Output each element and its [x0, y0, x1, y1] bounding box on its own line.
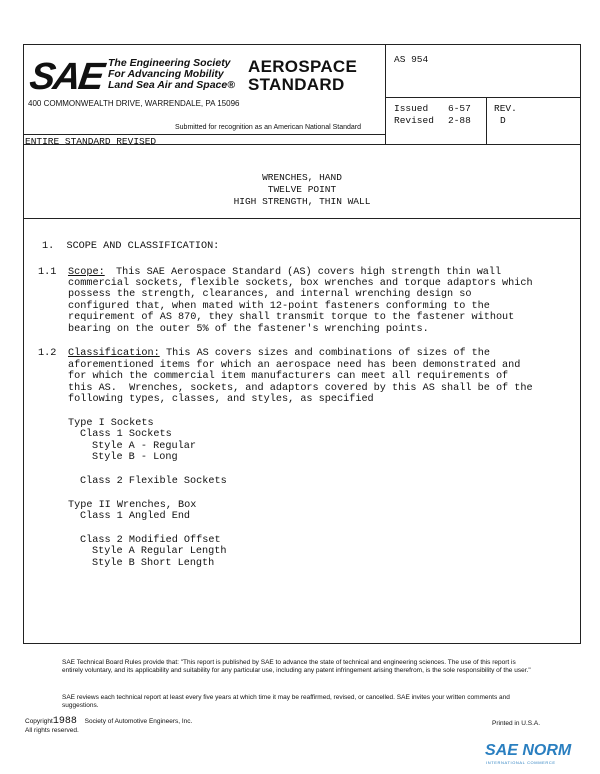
review-notice: SAE reviews each technical report at least every five years at which time it may be reaffirmed, revised, or cancelled. SAE invites your written comments and suggestions. [62, 694, 510, 709]
type-2: Type II Wrenches, Box [68, 500, 197, 511]
tagline-line-1: The Engineering Society [108, 57, 231, 69]
scope-line-5: requirement of AS 870, they shall transmit torque to the fastener without [68, 312, 515, 323]
type-1-style-a: Style A - Regular [92, 441, 196, 452]
scope-number: 1.1 [38, 267, 57, 278]
classification-line-5: following types, classes, and styles, as specified [68, 394, 374, 405]
title-bottom-line [23, 218, 581, 219]
submitted-note: Submitted for recognition as an American National Standard [175, 124, 361, 131]
doc-type-line-2: STANDARD [248, 75, 345, 94]
rev-value: D [500, 115, 506, 126]
scope-line-1: This SAE Aerospace Standard (AS) covers high strength thin wall [116, 267, 502, 278]
type-1-class-1: Class 1 Sockets [80, 429, 172, 440]
sae-norm-watermark-sub: INTERNATIONAL COMMERCE [486, 760, 556, 765]
issued-date: 6-57 [448, 103, 471, 114]
technical-board-rules: SAE Technical Board Rules provide that: "This report is published by SAE to advance the state of technical and engineering sciences. The use of this report is entirely voluntary, and its applicability and suitability for any particular use, including any patent infringement arising therefrom, is the sole responsibility of the user." [62, 659, 531, 674]
classification-line-1: This AS covers sizes and combinations of sizes of the [166, 348, 491, 359]
title-line-2: TWELVE POINT [267, 184, 337, 195]
type-1-class-2: Class 2 Flexible Sockets [80, 476, 227, 487]
title-line-3: HIGH STRENGTH, THIN WALL [233, 196, 371, 207]
doc-type-line-1: AEROSPACE [248, 57, 358, 76]
copyright [25, 717, 192, 735]
tagline-line-3: Land Sea Air and Space® [108, 79, 235, 91]
scope-line-2: commercial sockets, flexible sockets, box wrenches and torque adaptors which [68, 278, 533, 289]
rights-reserved: All rights reserved. [25, 727, 79, 734]
title-line-1: WRENCHES, HAND [262, 172, 342, 183]
type-2-class-1: Class 1 Angled End [80, 511, 191, 522]
classification-line-4: this AS. Wrenches, sockets, and adaptors covered by this AS shall be of the [68, 383, 533, 394]
type-2-class-2: Class 2 Modified Offset [80, 535, 221, 546]
sae-address: 400 COMMONWEALTH DRIVE, WARRENDALE, PA 15096 [28, 99, 240, 108]
scope-line-4: configured that, when mated with 12-point fasteners conforming to the [68, 301, 490, 312]
type-2-style-a: Style A Regular Length [92, 546, 227, 557]
tagline-line-2: For Advancing Mobility [108, 68, 224, 80]
document-type [248, 58, 357, 94]
sae-tagline [108, 58, 235, 91]
copyright-year: 1988 [52, 716, 77, 727]
scope-line-6: bearing on the outer 5% of the fastener's wrenching points. [68, 324, 429, 335]
type-1-style-b: Style B - Long [92, 452, 178, 463]
issued-label: Issued [394, 103, 429, 114]
scope-line-3: possess the strength, clearances, and internal wrenching design so [68, 289, 472, 300]
sae-norm-watermark: SAE NORM [485, 742, 572, 759]
classification-number: 1.2 [38, 348, 57, 359]
document-title [23, 172, 581, 208]
type-2-style-b: Style B Short Length [92, 558, 215, 569]
revised-label: Revised [394, 115, 434, 126]
revision-note: ENTIRE STANDARD REVISED [25, 136, 157, 147]
printed-in: Printed in U.S.A. [492, 720, 541, 727]
scope-label: Scope: [68, 267, 105, 278]
classification-line-2: aforementioned items for which an aerospace need has been demonstrated and [68, 360, 521, 371]
rev-label: REV. [494, 103, 517, 114]
header-bottom-line [23, 134, 385, 135]
classification-label: Classification: [68, 348, 160, 359]
classification-line-3: for which the commercial item manufacturers can meet all requirements of [68, 371, 509, 382]
header-divider-right [385, 97, 581, 98]
type-1: Type I Sockets [68, 418, 154, 429]
doc-number: AS 954 [394, 54, 429, 65]
revised-date: 2-88 [448, 115, 471, 126]
header-divider-vertical [385, 44, 386, 144]
section-heading: 1. SCOPE AND CLASSIFICATION: [42, 241, 220, 252]
sae-logo: SAE [27, 56, 106, 98]
copyright-label: Copyright [25, 718, 53, 725]
rev-divider [486, 97, 487, 144]
copyright-holder: Society of Automotive Engineers, Inc. [84, 718, 193, 725]
